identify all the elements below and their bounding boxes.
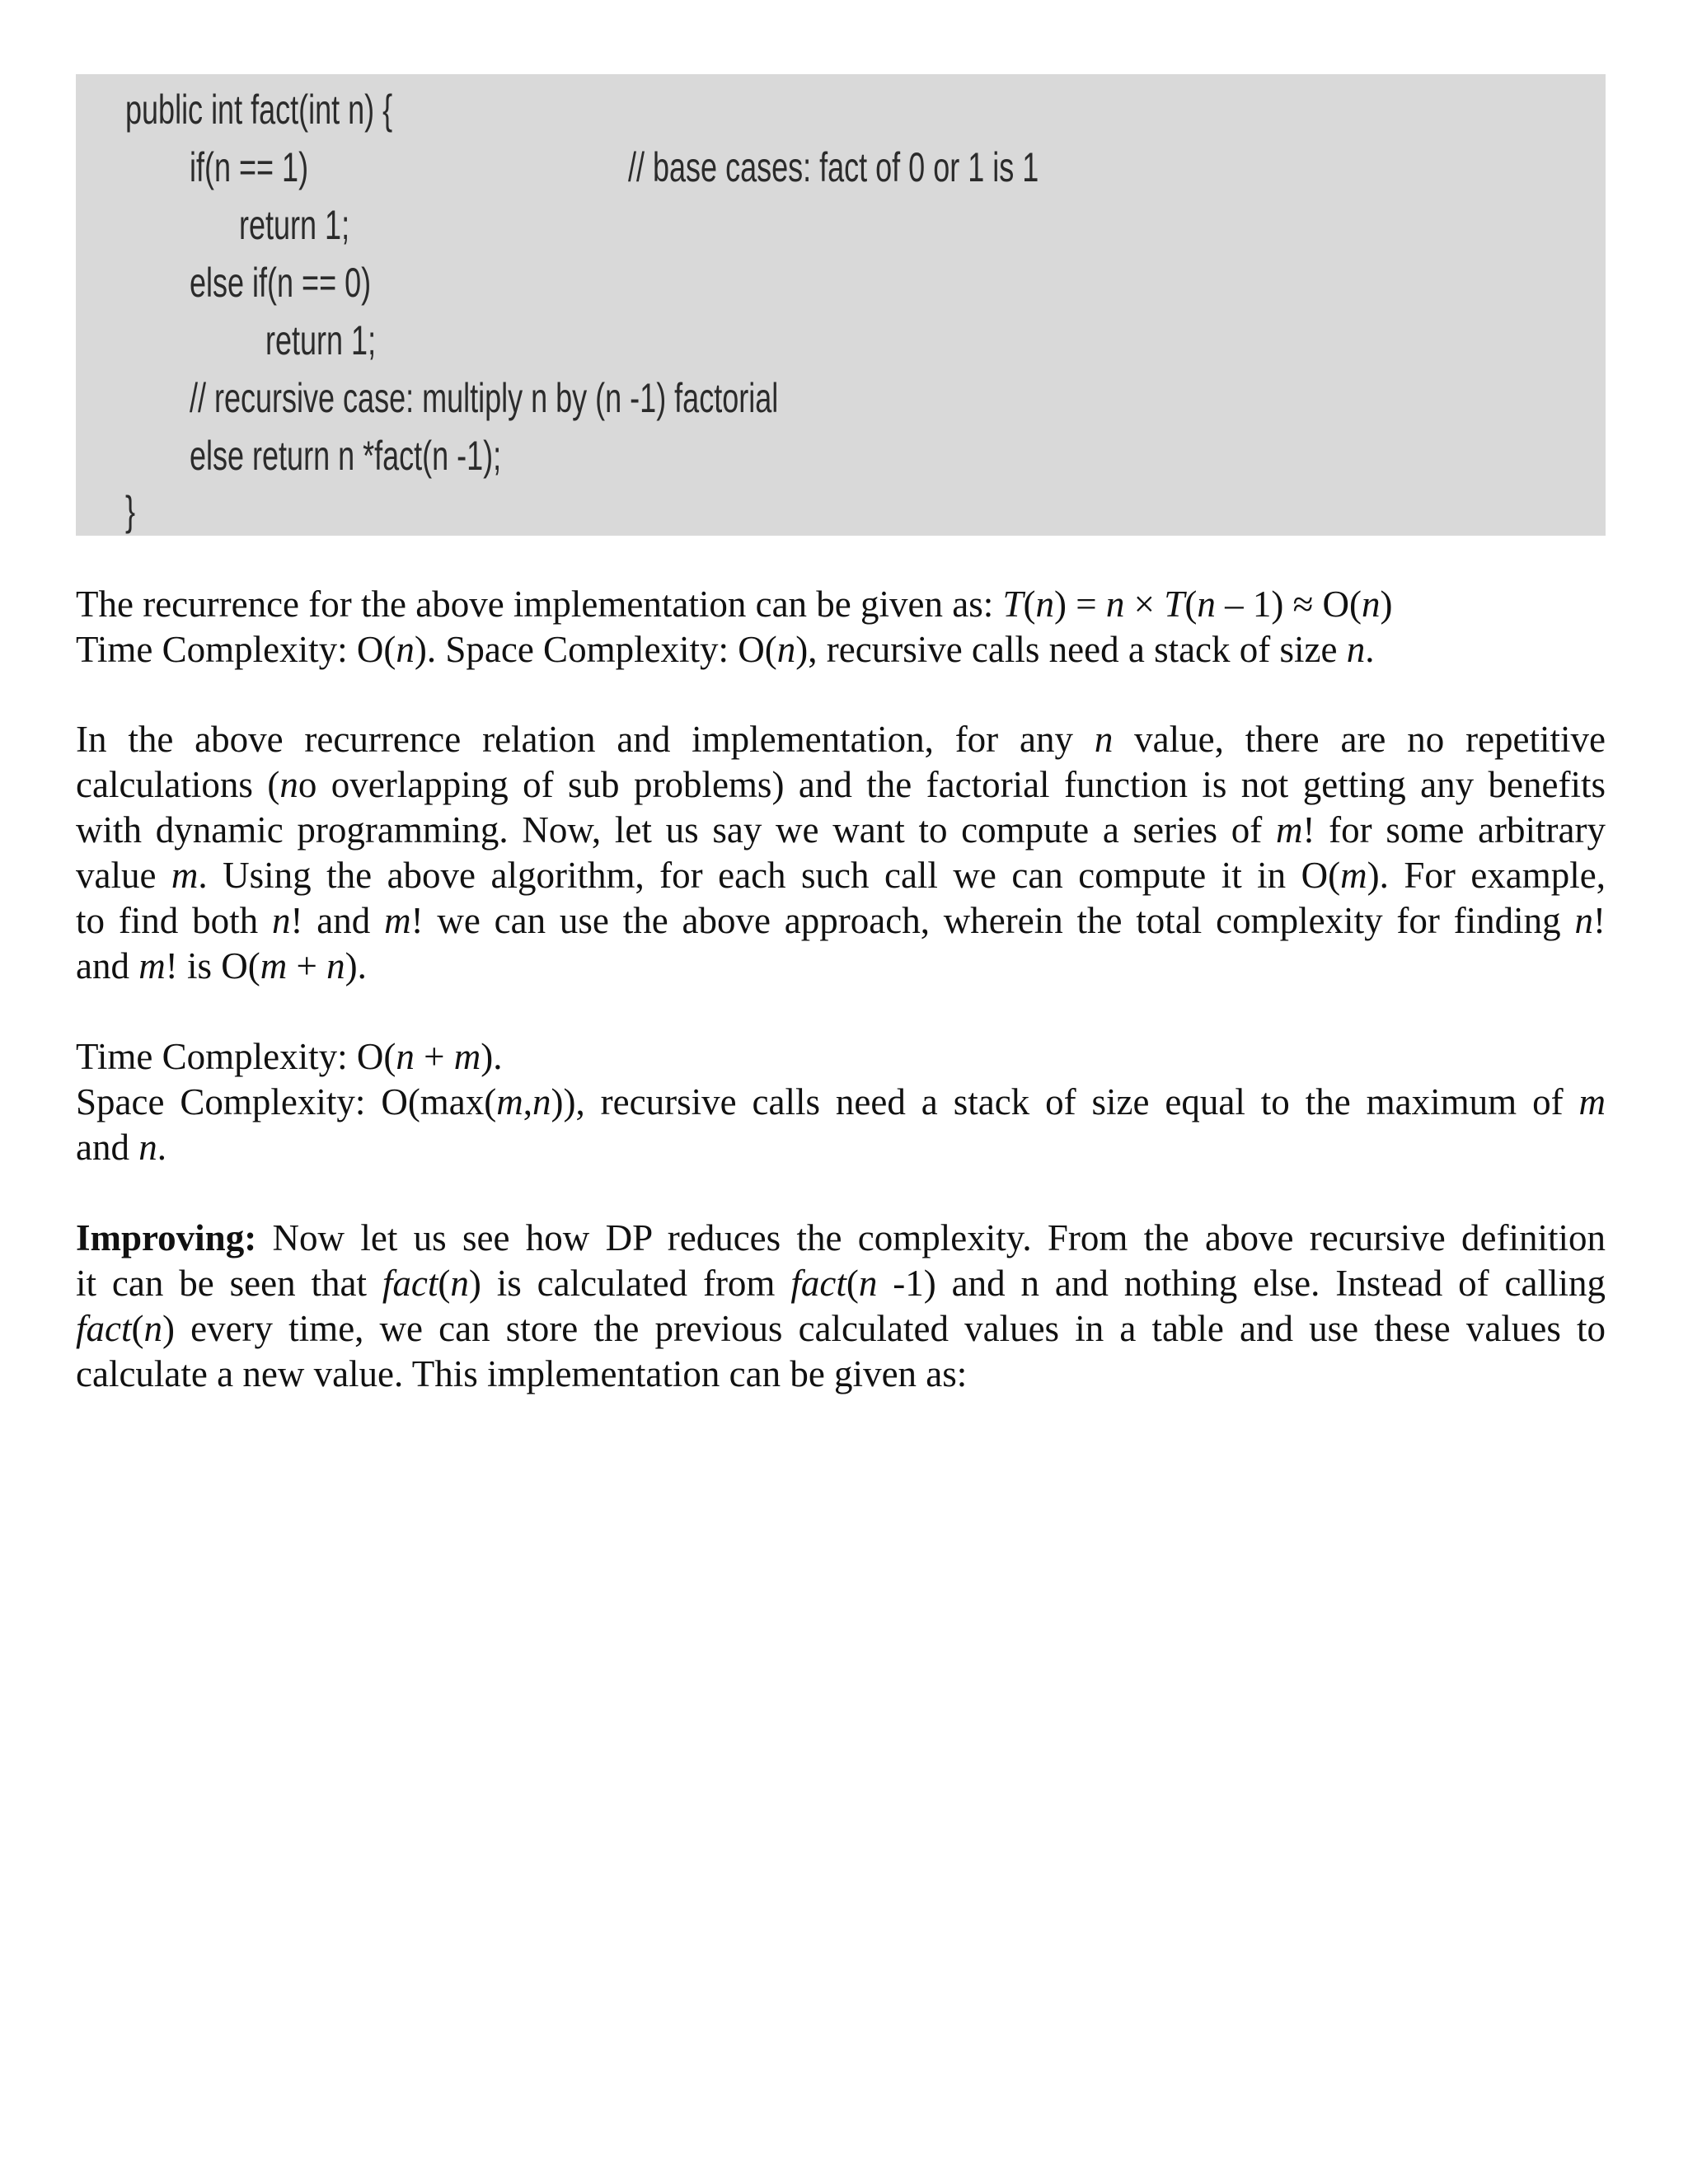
- text-line: and n.: [76, 1127, 166, 1168]
- text-line: Time Complexity: O(n + m).: [76, 1036, 503, 1077]
- text-line: it can be seen that fact(n) is calculated from fact(n -1) and n and nothing else. Instead of calling: [76, 1263, 1606, 1304]
- text-line: Time Complexity: O(n). Space Complexity: O(n), recursive calls need a stack of size n.: [76, 629, 1375, 670]
- text-line: Improving: Now let us see how DP reduces the complexity. From the above recursive definition: [76, 1217, 1606, 1258]
- text-line: value m. Using the above algorithm, for each such call we can compute it in O(m). For example,: [76, 855, 1606, 896]
- code-line: else return n *fact(n -1);: [190, 433, 502, 479]
- code-line: // recursive case: multiply n by (n -1) factorial: [190, 375, 779, 421]
- paragraph-recurrence: [76, 582, 1606, 673]
- code-line: return 1;: [239, 202, 350, 248]
- code-line: public int fact(int n) {: [125, 87, 393, 133]
- code-line: else if(n == 0): [190, 260, 372, 306]
- paragraph-analysis: [76, 717, 1606, 989]
- code-line: if(n == 1): [190, 144, 309, 190]
- text-line: In the above recurrence relation and implementation, for any n value, there are no repetitive: [76, 719, 1606, 760]
- text-line: fact(n) every time, we can store the previous calculated values in a table and use these values to: [76, 1308, 1606, 1349]
- code-line: return 1;: [265, 317, 377, 363]
- text-line: Space Complexity: O(max(m,n)), recursive calls need a stack of size equal to the maximum of m: [76, 1081, 1606, 1122]
- text-line: calculate a new value. This implementation can be given as:: [76, 1353, 968, 1394]
- text-line: to find both n! and m! we can use the above approach, wherein the total complexity for finding n!: [76, 900, 1606, 941]
- text-line: The recurrence for the above implementation can be given as: T(n) = n × T(n – 1) ≈ O(n): [76, 583, 1393, 625]
- improving-heading: Improving:: [76, 1217, 257, 1258]
- code-block: [76, 74, 1606, 536]
- code-comment: // base cases: fact of 0 or 1 is 1: [628, 144, 1039, 190]
- text-line: and m! is O(m + n).: [76, 945, 367, 987]
- code-line: }: [125, 488, 136, 534]
- text-line: calculations (no overlapping of sub problems) and the factorial function is not getting any benefits: [76, 764, 1606, 805]
- paragraph-complexity: [76, 1034, 1606, 1170]
- text-line: with dynamic programming. Now, let us say we want to compute a series of m! for some arbitrary: [76, 809, 1606, 851]
- paragraph-improving: [76, 1216, 1606, 1397]
